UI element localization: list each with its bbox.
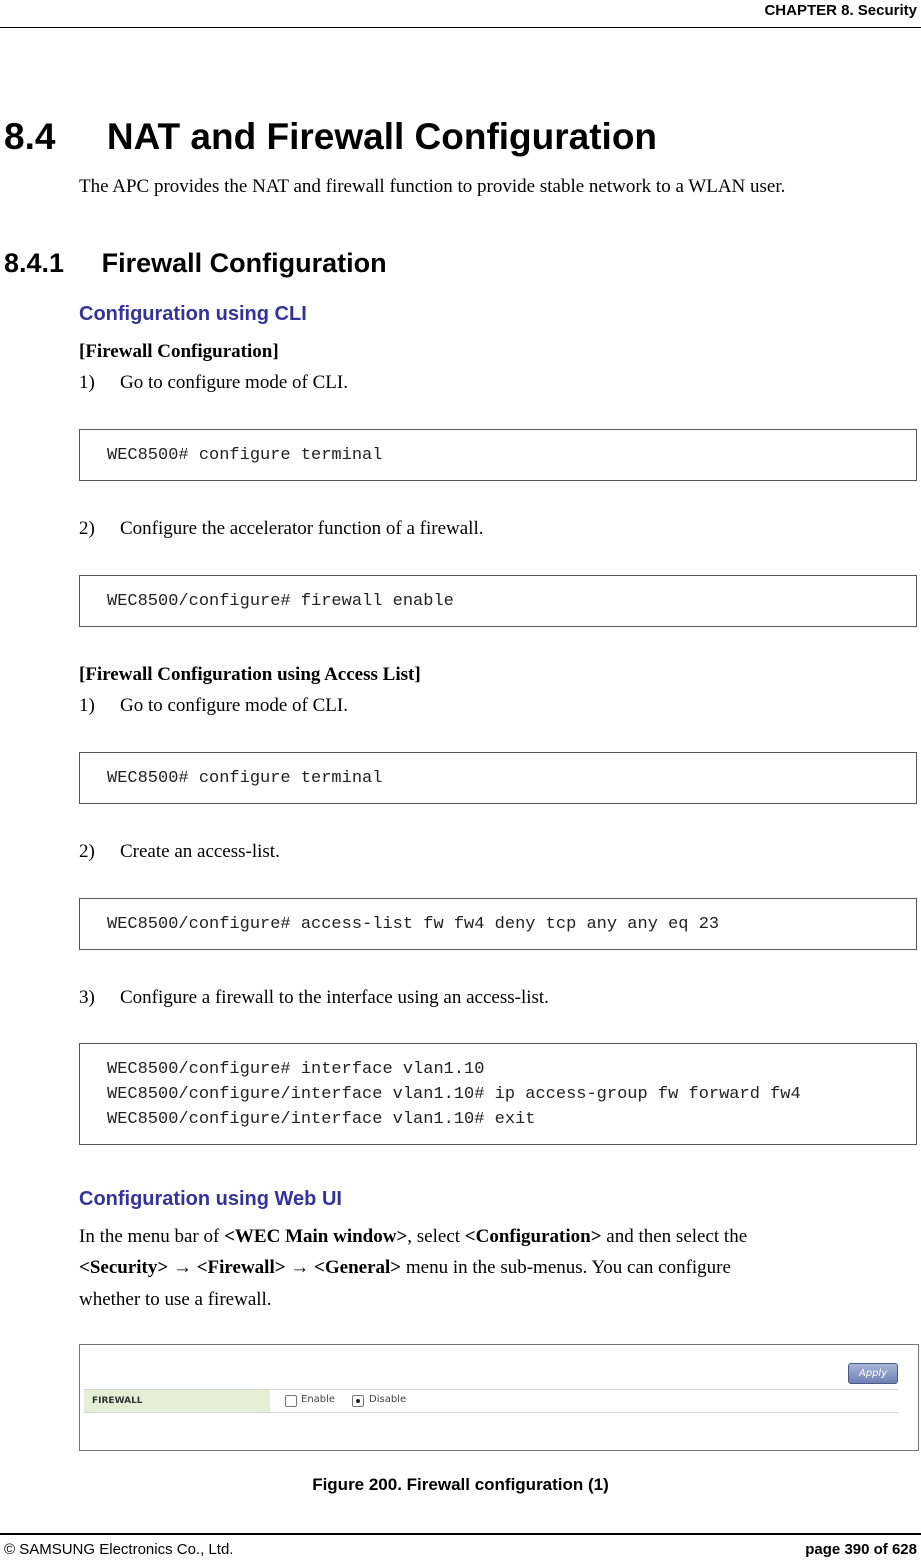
- webui-paragraph-line-3: whether to use a firewall.: [79, 1289, 272, 1310]
- step-text: [79, 518, 483, 540]
- text-run: , select: [407, 1226, 465, 1247]
- header-rule: [0, 27, 921, 28]
- step-label: Go to configure mode of CLI.: [120, 372, 348, 393]
- section-intro: The APC provides the NAT and firewall function to provide stable network to a WLAN user.: [79, 176, 786, 197]
- code-block: [79, 429, 917, 481]
- subsection-title: Firewall Configuration: [101, 248, 387, 278]
- code-block: [79, 575, 917, 627]
- footer-page-number: page 390 of 628: [805, 1541, 917, 1558]
- code-line: WEC8500# configure terminal: [107, 769, 383, 788]
- section-heading: [4, 116, 657, 158]
- section-title: NAT and Firewall Configuration: [106, 116, 658, 157]
- radio-selected-dot: [356, 1399, 360, 1403]
- code-block: [79, 1043, 917, 1145]
- menu-ref-general: <General>: [314, 1257, 402, 1278]
- menu-ref-configuration: <Configuration>: [464, 1226, 602, 1247]
- menu-ref-main-window: <WEC Main window>: [224, 1226, 408, 1247]
- step-number: 1): [79, 695, 95, 716]
- code-line: WEC8500/configure/interface vlan1.10# exit: [107, 1110, 536, 1129]
- menu-ref-security: <Security>: [79, 1257, 169, 1278]
- step-number: 1): [79, 372, 95, 393]
- enable-label: Enable: [301, 1394, 336, 1405]
- disable-radio[interactable]: [352, 1395, 364, 1407]
- arrow-icon: →: [290, 1257, 310, 1278]
- webui-paragraph-line-2: [79, 1257, 731, 1279]
- access-list-config-title: [Firewall Configuration using Access List]: [79, 664, 421, 685]
- menu-ref-firewall: <Firewall>: [196, 1257, 286, 1278]
- firewall-label: FIREWALL: [84, 1390, 270, 1412]
- footer-copyright: © SAMSUNG Electronics Co., Ltd.: [4, 1541, 234, 1558]
- step-text: [79, 987, 549, 1009]
- text-run: In the menu bar of: [79, 1226, 225, 1247]
- code-line: WEC8500/configure# access-list fw fw4 deny tcp any any eq 23: [107, 915, 720, 934]
- step-label: Configure the accelerator function of a firewall.: [120, 518, 484, 539]
- subsection-heading: [4, 248, 387, 279]
- disable-label: Disable: [369, 1394, 407, 1405]
- step-number: 2): [79, 841, 95, 862]
- code-line: WEC8500/configure/interface vlan1.10# ip access-group fw forward fw4: [107, 1085, 801, 1104]
- firewall-settings-panel: [79, 1344, 919, 1451]
- arrow-icon: →: [172, 1257, 192, 1278]
- code-line: WEC8500/configure# interface vlan1.10: [107, 1060, 485, 1079]
- code-block: [79, 898, 917, 950]
- chapter-header: CHAPTER 8. Security: [764, 2, 917, 19]
- text-run: and then select the: [601, 1226, 748, 1247]
- step-label: Configure a firewall to the interface using an access-list.: [120, 987, 549, 1008]
- webui-paragraph-line-1: [79, 1226, 747, 1248]
- step-label: Go to configure mode of CLI.: [120, 695, 348, 716]
- text-run: menu in the sub-menus. You can configure: [401, 1257, 731, 1278]
- apply-button[interactable]: Apply: [848, 1363, 898, 1384]
- cli-heading: Configuration using CLI: [79, 303, 307, 325]
- step-label: Create an access-list.: [120, 841, 280, 862]
- figure-caption: Figure 200. Firewall configuration (1): [312, 1475, 609, 1494]
- step-number: 3): [79, 987, 95, 1008]
- subsection-number: 8.4.1: [4, 248, 65, 278]
- code-line: WEC8500/configure# firewall enable: [107, 592, 454, 611]
- firewall-config-title: [Firewall Configuration]: [79, 341, 279, 362]
- section-number: 8.4: [4, 116, 56, 157]
- code-block: [79, 752, 917, 804]
- enable-radio[interactable]: [285, 1395, 297, 1407]
- footer-rule: [0, 1533, 921, 1535]
- step-text: [79, 695, 348, 717]
- step-text: [79, 841, 280, 863]
- step-number: 2): [79, 518, 95, 539]
- code-line: WEC8500# configure terminal: [107, 446, 383, 465]
- step-text: [79, 372, 348, 394]
- webui-heading: Configuration using Web UI: [79, 1188, 342, 1210]
- firewall-setting-row: [84, 1389, 898, 1413]
